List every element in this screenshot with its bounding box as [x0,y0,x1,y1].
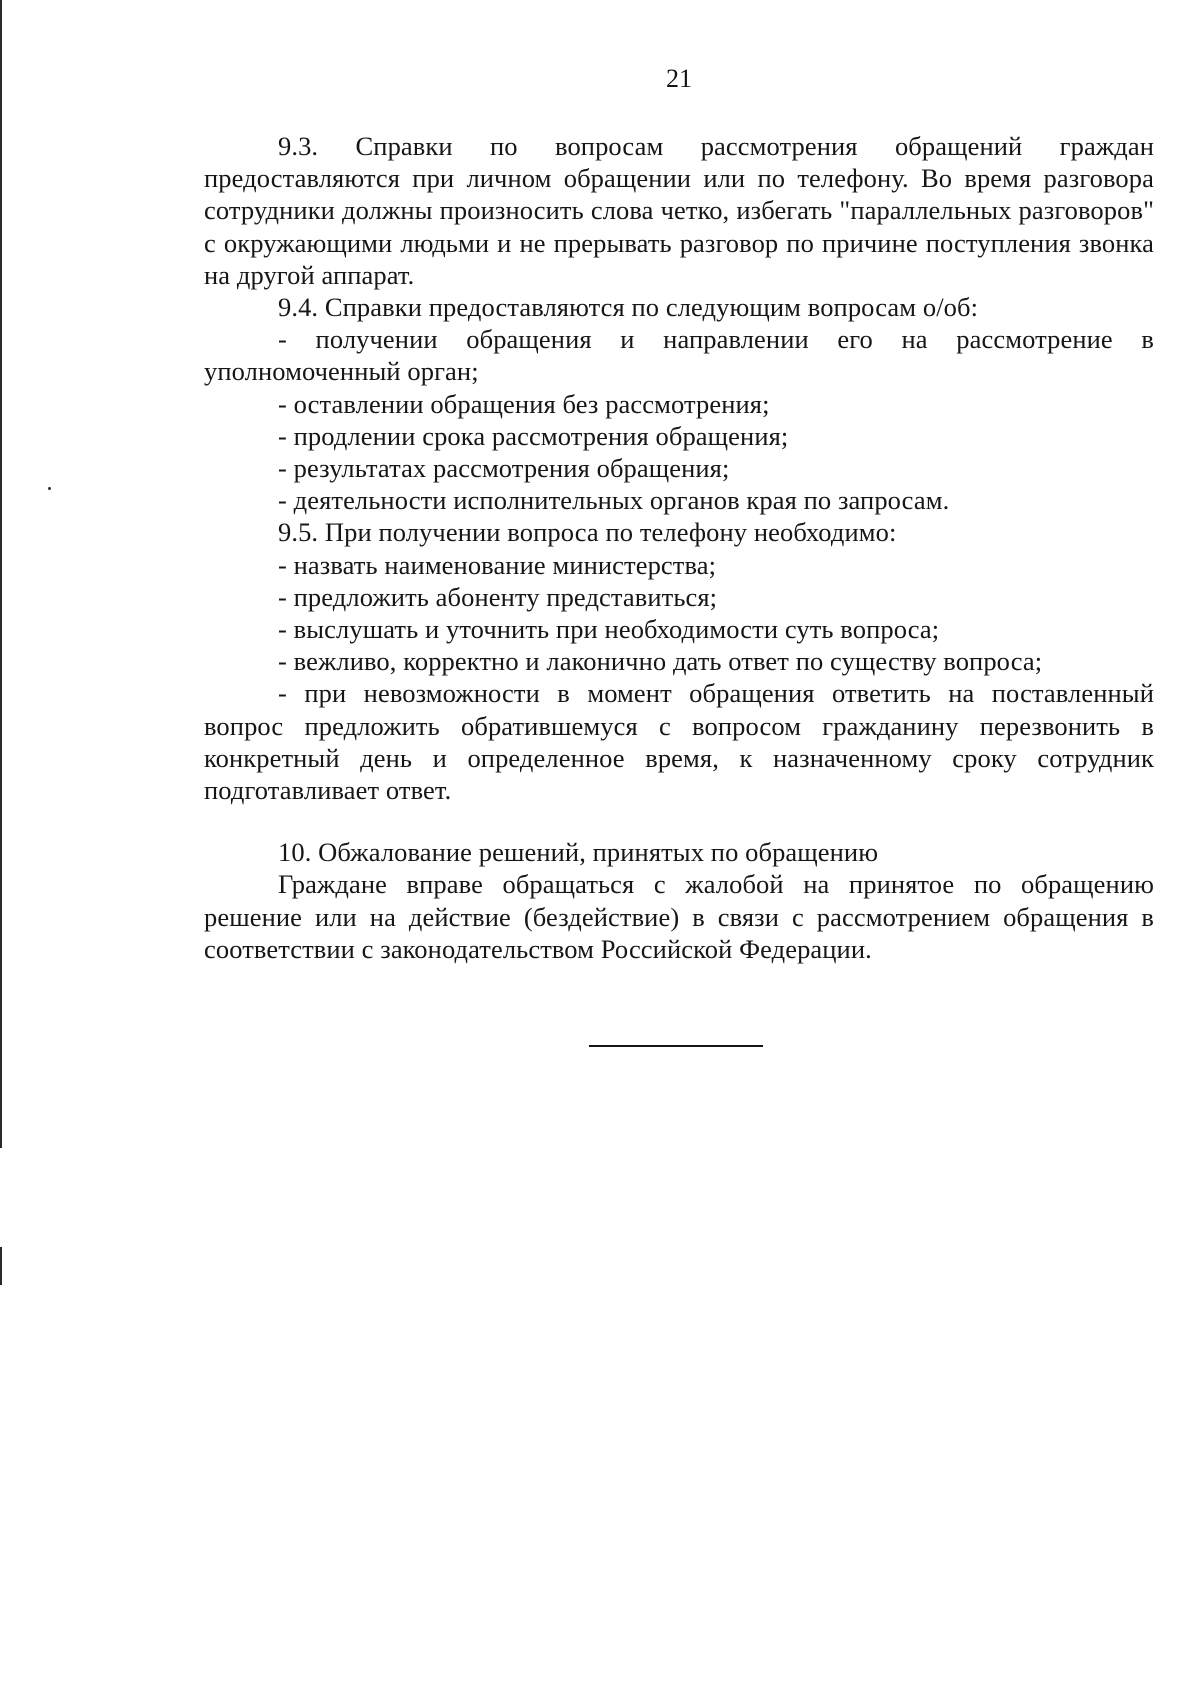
list-item: - оставлении обращения без рассмотрения; [278,388,770,419]
list-item: - получении обращения и направлении его на рассмотрение в уполномоченный орган; [204,324,1154,387]
paragraph-9-5: 9.5. При получении вопроса по телефону необходимо: [278,517,897,548]
list-item: - при невозможности в момент обращения ответить на поставленный вопрос предложить обратившемуся с вопросом гражданину перезвонить в конкретный день и определенное время, к назначенному сроку сотрудник подготавливает ответ. [204,678,1154,806]
paragraph-9-4: 9.4. Справки предоставляются по следующим вопросам о/об: [278,292,979,323]
document-body [204,130,1154,965]
list-item: - предложить абоненту представиться; [278,581,718,612]
list-item: - результатах рассмотрения обращения; [278,453,730,484]
paragraph-9-3: 9.3. Справки по вопросам рассмотрения обращений граждан предоставляются при личном обращении или по телефону. Во время разговора сотрудники должны произносить слова четко, избегать "параллельных разговоров" с окружающими людьми и не прерывать разговор по причине поступления звонка на другой аппарат. [204,131,1154,290]
section-heading: 10. Обжалование решений, принятых по обращению [278,837,879,868]
scan-speck [48,487,51,490]
end-separator-line [589,1045,763,1047]
page-number: 21 [666,64,692,93]
list-item: - вежливо, корректно и лаконично дать ответ по существу вопроса; [278,646,1043,677]
section-body: Граждане вправе обращаться с жалобой на принятое по обращению решение или на действие (бездействие) в связи с рассмотрением обращения в соответствии с законодательством Российской Федерации. [204,869,1154,964]
list-item: - выслушать и уточнить при необходимости суть вопроса; [278,614,940,645]
scan-edge-line [0,1247,2,1285]
list-item: - продлении срока рассмотрения обращения; [278,420,789,451]
list-item: - деятельности исполнительных органов края по запросам. [278,485,950,516]
list-item: - назвать наименование министерства; [278,549,717,580]
scan-edge-line [0,0,2,1148]
